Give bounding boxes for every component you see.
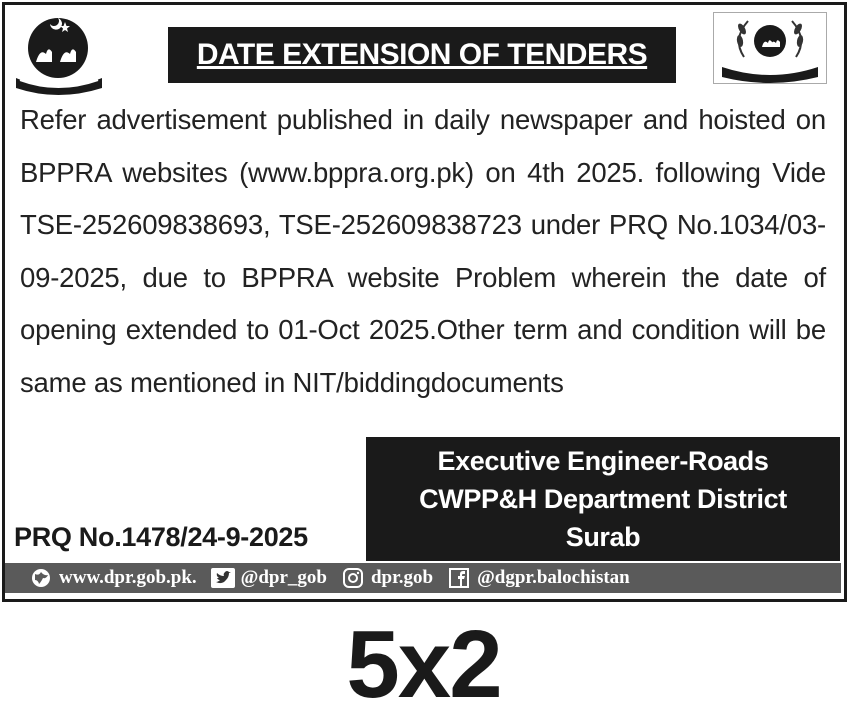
department-emblem-icon	[713, 12, 827, 84]
balochistan-emblem-icon	[10, 12, 108, 96]
twitter-link[interactable]	[211, 567, 327, 589]
notice-body: Refer advertisement published in daily newspaper and hoisted on BPPRA websites (www.bppra.org.pk) on 4th 2025. following Vide TSE-252609838693, TSE-252609838723 under PRQ No.1034/03-09-2025, due to BPPRA website Problem wherein the date of opening extended to 01-Oct 2025.Other term and condition will be same as mentioned in NIT/biddingdocuments	[20, 104, 826, 398]
globe-icon	[29, 568, 53, 588]
signature-line-2: CWPP&H Department District	[419, 484, 787, 514]
social-bar	[5, 563, 841, 593]
website-text: www.dpr.gob.pk.	[59, 567, 197, 588]
title-banner	[168, 27, 676, 83]
instagram-handle: dpr.gob	[370, 567, 434, 588]
signature-line-1: Executive Engineer-Roads	[437, 446, 769, 476]
twitter-handle: @dpr_gob	[240, 567, 327, 588]
facebook-link[interactable]	[447, 567, 630, 589]
prq-number: PRQ No.1478/24-9-2025	[14, 522, 308, 552]
page-title: DATE EXTENSION OF TENDERS	[196, 38, 648, 71]
twitter-icon	[211, 568, 235, 588]
instagram-link[interactable]	[341, 567, 433, 589]
ad-size-label: 5x2	[346, 611, 501, 718]
facebook-icon	[447, 568, 471, 588]
instagram-icon	[341, 568, 365, 588]
facebook-handle: @dgpr.balochistan	[477, 567, 630, 588]
signature-block	[366, 437, 840, 561]
website-link[interactable]	[29, 567, 197, 589]
signature-line-3: Surab	[565, 522, 641, 552]
